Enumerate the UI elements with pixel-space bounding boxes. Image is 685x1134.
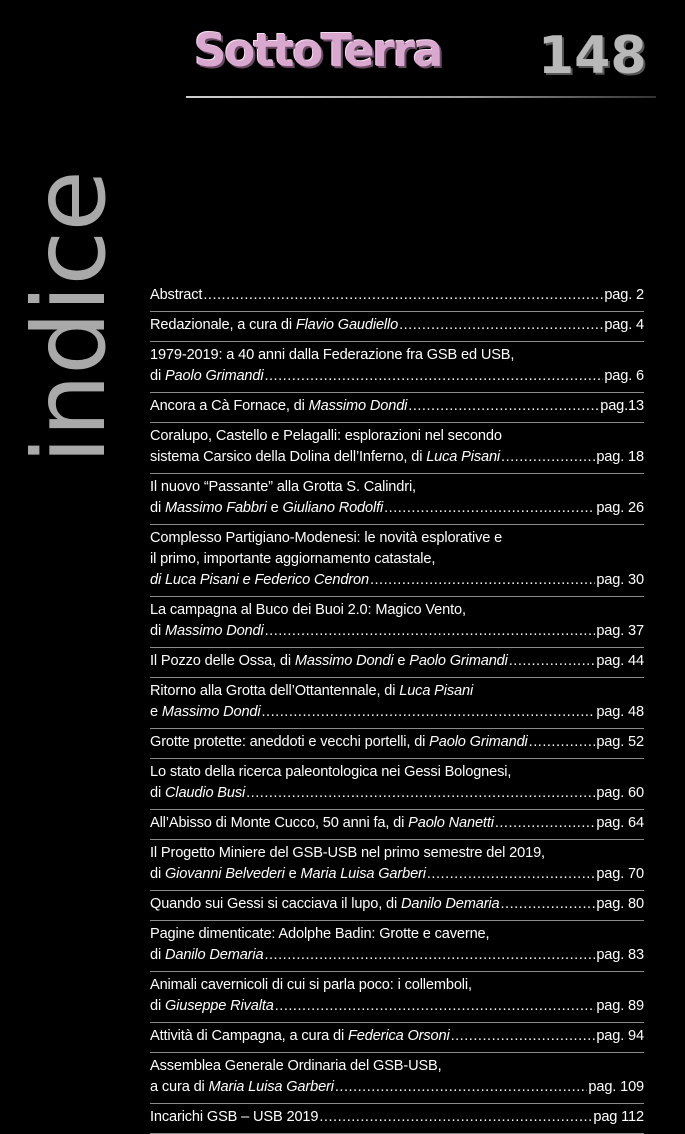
page-number: pag. 52	[596, 734, 644, 750]
toc-entry[interactable]	[150, 342, 644, 393]
toc-entry-line-with-page	[150, 396, 644, 417]
toc-entry-text	[150, 1107, 318, 1128]
toc-title-text: Pagine dimenticate: Adolphe Badin: Grotte e caverne,	[150, 926, 490, 942]
dot-leader	[265, 621, 596, 642]
toc-entry-line	[150, 681, 644, 702]
dot-leader	[427, 864, 595, 885]
toc-title-text: Ritorno alla Grotta dell’Ottantennale, di	[150, 683, 400, 699]
toc-title-text: di	[150, 785, 165, 801]
toc-entry-text	[150, 1077, 334, 1098]
toc-entry-text	[150, 347, 514, 363]
toc-author: Maria Luisa Garberi	[300, 866, 426, 882]
toc-entry[interactable]	[150, 474, 644, 525]
page-number: pag. 83	[596, 947, 644, 963]
toc-entry-line	[150, 345, 644, 366]
toc-author: Flavio Gaudiello	[295, 317, 399, 333]
toc-author: Massimo Fabbri	[164, 500, 267, 516]
toc-entry[interactable]	[150, 648, 644, 678]
toc-entry-text	[150, 864, 426, 885]
toc-title-text: Redazionale, a cura di	[150, 317, 296, 333]
toc-entry-line-with-page	[150, 996, 644, 1017]
page-number: pag. 30	[596, 572, 644, 588]
toc-entry[interactable]	[150, 678, 644, 729]
toc-entry-text	[150, 683, 473, 699]
page-number: pag. 37	[596, 623, 644, 639]
toc-entry[interactable]	[150, 525, 644, 597]
dot-leader	[509, 651, 596, 672]
toc-entry[interactable]	[150, 810, 644, 840]
page-number: pag. 80	[596, 896, 644, 912]
toc-entry-text	[150, 702, 261, 723]
toc-entry-line	[150, 975, 644, 996]
toc-entry-text	[150, 764, 511, 780]
toc-entry-text	[150, 651, 508, 672]
toc-entry-text	[150, 621, 264, 642]
toc-entry-text	[150, 315, 398, 336]
toc-entry-text	[150, 1026, 450, 1047]
dot-leader	[399, 315, 603, 336]
toc-title-text: di	[150, 866, 165, 882]
dot-leader	[275, 996, 596, 1017]
toc-entry-line	[150, 762, 644, 783]
toc-entry-text	[150, 396, 407, 417]
toc-entry-line-with-page	[150, 651, 644, 672]
toc-title-text: di	[150, 947, 165, 963]
toc-entry-line-with-page	[150, 315, 644, 336]
dot-leader	[262, 702, 596, 723]
dot-leader	[529, 732, 596, 753]
page-number: pag.13	[600, 398, 644, 414]
page-number: pag. 2	[604, 287, 644, 303]
toc-entry-text	[150, 945, 263, 966]
toc-author: Maria Luisa Garberi	[208, 1079, 334, 1095]
toc-title-text: Quando sui Gessi si cacciava il lupo, di	[150, 896, 401, 912]
toc-entry-line	[150, 843, 644, 864]
toc-author: Massimo Dondi	[308, 398, 408, 414]
toc-entry[interactable]	[150, 759, 644, 810]
toc-author: Claudio Busi	[164, 785, 246, 801]
toc-entry[interactable]	[150, 1053, 644, 1104]
toc-author: Paolo Grimandi	[164, 368, 264, 384]
toc-entry[interactable]	[150, 393, 644, 423]
toc-author: Giuseppe Rivalta	[164, 998, 274, 1014]
page-number: pag. 109	[588, 1079, 644, 1095]
toc-author: Danilo Demaria	[401, 896, 500, 912]
toc-entry[interactable]	[150, 729, 644, 759]
toc-entry-text	[150, 428, 502, 444]
toc-entry-line	[150, 600, 644, 621]
toc-entry[interactable]	[150, 282, 644, 312]
page-number: pag. 94	[596, 1028, 644, 1044]
toc-entry-text	[150, 813, 494, 834]
toc-title-text: Incarichi GSB – USB 2019	[150, 1109, 319, 1125]
toc-entry-text	[150, 977, 472, 993]
toc-entry[interactable]	[150, 597, 644, 648]
page-number: pag. 26	[596, 500, 644, 516]
dot-leader	[370, 570, 595, 591]
toc-entry-line	[150, 426, 644, 447]
toc-title-text: di	[150, 500, 165, 516]
toc-author: di Luca Pisani e Federico Cendron	[150, 572, 369, 588]
toc-author: Paolo Grimandi	[409, 653, 508, 669]
page-number: pag. 44	[596, 653, 644, 669]
toc-entry-text	[150, 732, 528, 753]
magazine-logo: SottoTerra	[194, 24, 442, 77]
toc-entry-line-with-page	[150, 1026, 644, 1047]
issue-number: 148	[538, 26, 647, 86]
toc-joiner-text: e	[266, 500, 283, 516]
toc-author: Danilo Demaria	[164, 947, 264, 963]
toc-entry[interactable]	[150, 312, 644, 342]
toc-entry-line-with-page	[150, 1107, 644, 1128]
toc-title-text: sistema Carsico della Dolina dell’Inferno, di	[150, 449, 427, 465]
toc-title-text: il primo, importante aggiornamento catastale,	[150, 551, 436, 567]
page-number: pag. 48	[596, 704, 644, 720]
toc-entry[interactable]	[150, 921, 644, 972]
toc-title-text: di	[150, 623, 165, 639]
page-number: pag 112	[593, 1109, 644, 1125]
toc-entry-text	[150, 926, 489, 942]
toc-title-text: Il Progetto Miniere del GSB-USB nel primo semestre del 2019,	[150, 845, 545, 861]
toc-title-text: Animali cavernicoli di cui si parla poco: i collemboli,	[150, 977, 472, 993]
dot-leader	[495, 813, 596, 834]
page-number: pag. 6	[604, 368, 644, 384]
dot-leader	[264, 366, 603, 387]
index-side-title: indice	[11, 171, 128, 464]
toc-entry-text	[150, 783, 245, 804]
page-number: pag. 70	[596, 866, 644, 882]
toc-joiner-text: e	[284, 866, 301, 882]
toc-entry[interactable]	[150, 840, 644, 891]
dot-leader	[335, 1077, 588, 1098]
toc-author: Massimo Dondi	[164, 623, 264, 639]
toc-entry-line-with-page	[150, 783, 644, 804]
toc-entry-line-with-page	[150, 702, 644, 723]
toc-entry[interactable]	[150, 1104, 644, 1134]
toc-entry-line-with-page	[150, 894, 644, 915]
toc-entry-text	[150, 570, 369, 591]
toc-entry-text	[150, 366, 263, 387]
toc-title-text: Complesso Partigiano-Modenesi: le novità esplorative e	[150, 530, 503, 546]
toc-author: Massimo Dondi	[161, 704, 261, 720]
toc-entry-line-with-page	[150, 447, 644, 468]
toc-title-text: di	[150, 998, 165, 1014]
toc-entry-line	[150, 549, 644, 570]
toc-title-text: Attività di Campagna, a cura di	[150, 1028, 348, 1044]
page-number: pag. 89	[596, 998, 644, 1014]
toc-entry-line-with-page	[150, 813, 644, 834]
toc-entry-line	[150, 1056, 644, 1077]
toc-entry-line-with-page	[150, 945, 644, 966]
toc-entry-line	[150, 924, 644, 945]
toc-entry-text	[150, 996, 274, 1017]
toc-title-text: La campagna al Buco dei Buoi 2.0: Magico Vento,	[150, 602, 466, 618]
toc-author: Giovanni Belvederi	[164, 866, 285, 882]
toc-joiner-text: e	[393, 653, 410, 669]
dot-leader	[384, 498, 595, 519]
toc-author: Federica Orsoni	[348, 1028, 450, 1044]
toc-title-text: Il Pozzo delle Ossa, di	[150, 653, 295, 669]
dot-leader	[264, 945, 595, 966]
toc-entry-line-with-page	[150, 498, 644, 519]
toc-entry-line-with-page	[150, 732, 644, 753]
toc-title-text: 1979-2019: a 40 anni dalla Federazione fra GSB ed USB,	[150, 347, 515, 363]
header-rule	[186, 96, 656, 98]
toc-entry[interactable]	[150, 423, 644, 474]
dot-leader	[408, 396, 599, 417]
toc-entry-text	[150, 894, 499, 915]
table-of-contents	[150, 282, 644, 1134]
toc-title-text: Assemblea Generale Ordinaria del GSB-USB,	[150, 1058, 442, 1074]
page-number: pag. 64	[596, 815, 644, 831]
toc-title-text: di	[150, 368, 165, 384]
dot-leader	[319, 1107, 592, 1128]
toc-entry-text	[150, 845, 545, 861]
toc-entry-line	[150, 477, 644, 498]
toc-entry-line-with-page	[150, 366, 644, 387]
toc-entry-text	[150, 285, 202, 306]
toc-entry[interactable]	[150, 891, 644, 921]
toc-title-text: Il nuovo “Passante” alla Grotta S. Calindri,	[150, 479, 416, 495]
toc-title-text: Coralupo, Castello e Pelagalli: esplorazioni nel secondo	[150, 428, 502, 444]
dot-leader	[451, 1026, 596, 1047]
toc-author: Giuliano Rodolfi	[282, 500, 384, 516]
toc-entry-line-with-page	[150, 621, 644, 642]
dot-leader	[203, 285, 603, 306]
toc-author: Luca Pisani	[426, 449, 501, 465]
toc-entry-text	[150, 530, 502, 546]
toc-entry-text	[150, 498, 383, 519]
dot-leader	[501, 447, 595, 468]
toc-entry-text	[150, 551, 435, 567]
toc-author: Paolo Nanetti	[408, 815, 494, 831]
toc-entry[interactable]	[150, 972, 644, 1023]
toc-entry[interactable]	[150, 1023, 644, 1053]
toc-entry-line	[150, 528, 644, 549]
toc-entry-line-with-page	[150, 570, 644, 591]
page-number: pag. 18	[596, 449, 644, 465]
toc-author: Paolo Grimandi	[429, 734, 528, 750]
toc-title-text: e	[150, 704, 162, 720]
page-number: pag. 4	[604, 317, 644, 333]
toc-entry-line-with-page	[150, 1077, 644, 1098]
toc-entry-text	[150, 479, 416, 495]
page-number: pag. 60	[596, 785, 644, 801]
toc-author: Luca Pisani	[399, 683, 474, 699]
toc-title-text: a cura di	[150, 1079, 209, 1095]
toc-entry-text	[150, 602, 466, 618]
toc-entry-text	[150, 1058, 442, 1074]
toc-title-text: Lo stato della ricerca paleontologica nei Gessi Bolognesi,	[150, 764, 512, 780]
masthead	[0, 0, 685, 105]
toc-title-text: Abstract	[150, 287, 203, 303]
toc-entry-line-with-page	[150, 864, 644, 885]
dot-leader	[246, 783, 595, 804]
toc-entry-text	[150, 447, 500, 468]
toc-title-text: Ancora a Cà Fornace, di	[150, 398, 309, 414]
toc-entry-line-with-page	[150, 285, 644, 306]
toc-author: Massimo Dondi	[294, 653, 394, 669]
dot-leader	[500, 894, 595, 915]
toc-title-text: All’Abisso di Monte Cucco, 50 anni fa, di	[150, 815, 409, 831]
toc-title-text: Grotte protette: aneddoti e vecchi portelli, di	[150, 734, 430, 750]
